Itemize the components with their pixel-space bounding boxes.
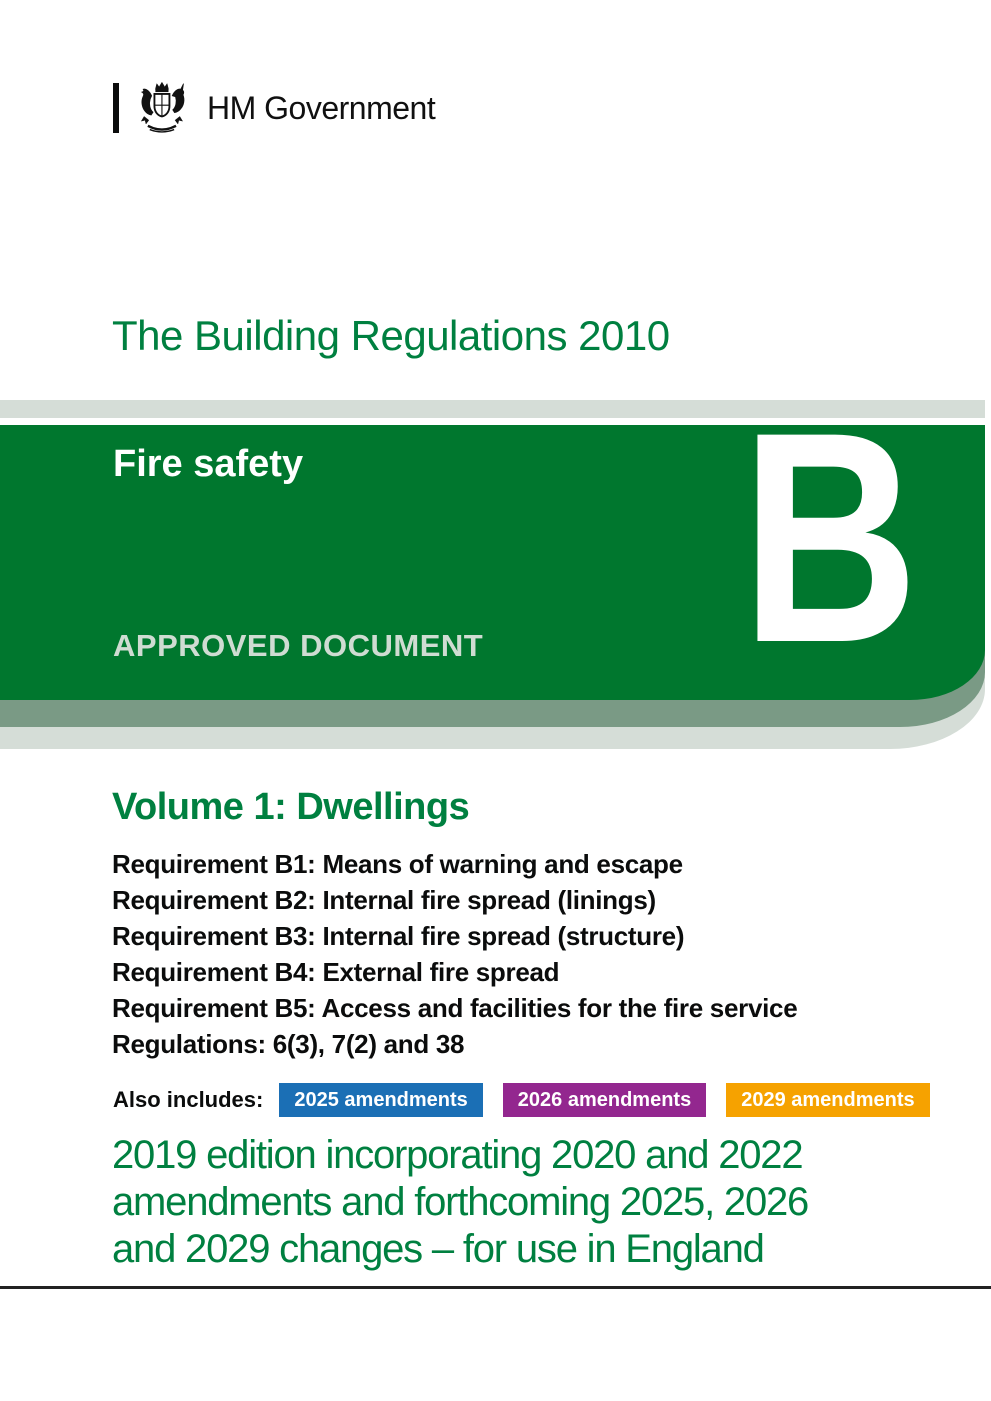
royal-coat-of-arms-icon [131, 80, 191, 136]
banner-green-layer [0, 369, 985, 705]
requirement-item: Regulations: 6(3), 7(2) and 38 [112, 1029, 465, 1059]
banner-subheading: APPROVED DOCUMENT [113, 628, 484, 663]
logo-text: HM Government [207, 89, 436, 126]
requirement-item: Requirement B1: Means of warning and escape [112, 849, 683, 879]
volume-heading: Volume 1: Dwellings [112, 786, 470, 828]
amendments-badge-2025: 2025 amendments [279, 1083, 482, 1117]
amendments-badge-2029: 2029 amendments [726, 1083, 929, 1117]
edition-statement [112, 1132, 808, 1273]
requirement-item: Requirement B5: Access and facilities for the fire service [112, 993, 798, 1023]
edition-line: 2019 edition incorporating 2020 and 2022 [112, 1133, 803, 1177]
footer-divider [0, 1286, 991, 1289]
requirement-item: Requirement B2: Internal fire spread (linings) [112, 885, 656, 915]
amendments-badge-2026: 2026 amendments [503, 1083, 706, 1117]
banner-heading: Fire safety [113, 443, 304, 485]
hm-government-logo [113, 80, 435, 136]
requirement-item: Requirement B4: External fire spread [112, 957, 560, 987]
edition-line: amendments and forthcoming 2025, 2026 [112, 1180, 809, 1224]
logo-vertical-bar [113, 83, 119, 133]
document-title: The Building Regulations 2010 [112, 312, 670, 359]
edition-line: and 2029 changes – for use in England [112, 1227, 764, 1271]
also-includes-label: Also includes: [113, 1087, 264, 1112]
amendments-row [113, 1083, 950, 1117]
approved-document-banner [0, 369, 985, 749]
document-letter: B [741, 369, 919, 705]
requirements-list [112, 846, 797, 1062]
requirement-item: Requirement B3: Internal fire spread (structure) [112, 921, 685, 951]
